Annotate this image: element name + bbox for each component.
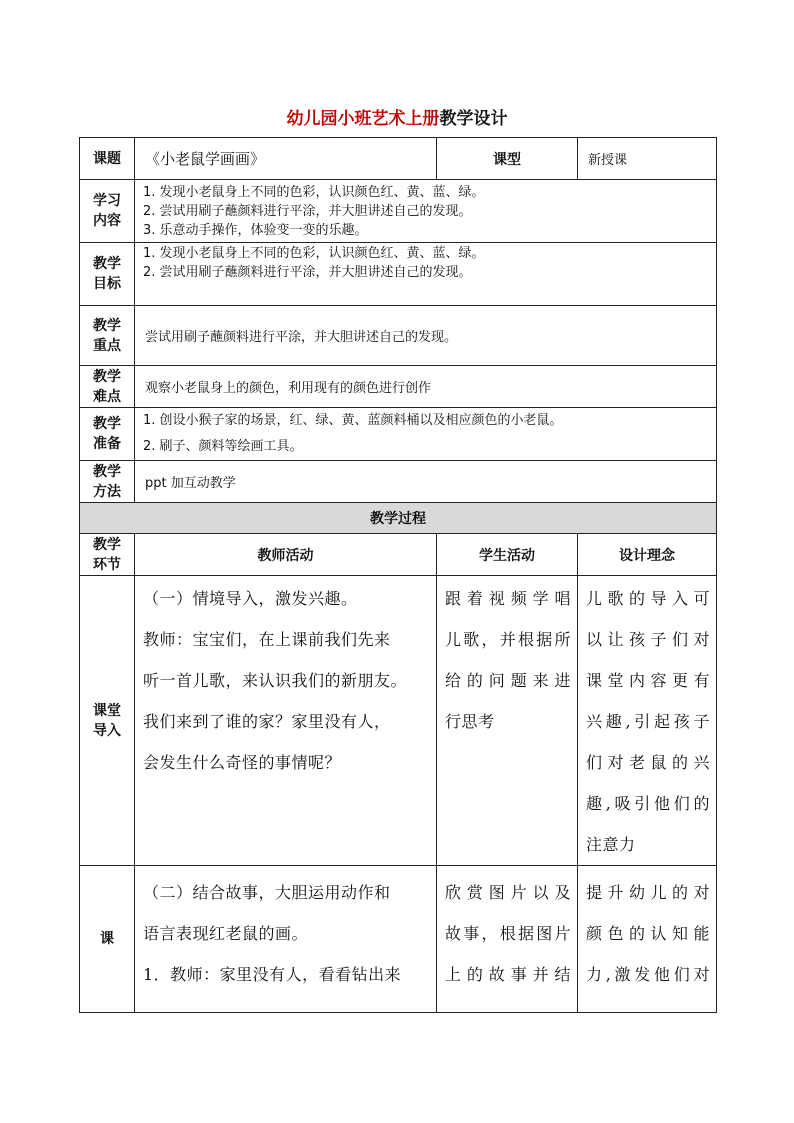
label-line: 教学	[93, 416, 121, 432]
title-black-part: 教学设计	[439, 109, 508, 129]
course-type-value: 新授课	[578, 138, 717, 180]
teaching-goal-label	[80, 243, 135, 306]
label-line: 目标	[93, 276, 121, 292]
label-line: 教学	[93, 256, 121, 272]
list-item: 2. 尝试用刷子蘸颜料进行平涂，并大胆讲述自己的发现。	[143, 203, 472, 219]
text-line: 力,激发他们对	[586, 965, 710, 984]
list-item: 2. 刷子、颜料等绘画工具。	[143, 439, 303, 454]
lesson-design-concept	[578, 866, 717, 1013]
learning-content-label	[80, 180, 135, 243]
page-title	[0, 104, 794, 129]
text-line: 行思考	[445, 712, 495, 731]
list-item: 3. 乐意动手操作，体验变一变的乐趣。	[143, 222, 368, 238]
label-line: 教学	[93, 368, 121, 385]
label-line: 难点	[93, 388, 121, 405]
difficulties-row	[80, 366, 717, 408]
label-line: 方法	[93, 483, 121, 500]
teaching-goal-row	[80, 243, 717, 306]
label-line: 内容	[93, 213, 121, 229]
process-header-row	[80, 503, 717, 534]
preparation-row	[80, 408, 717, 461]
label-line: 准备	[93, 436, 121, 452]
intro-stage	[80, 576, 135, 866]
key-points-label	[80, 306, 135, 366]
course-value: 《小老鼠学画画》	[135, 138, 437, 180]
text-line: （一）情境导入，激发兴趣。	[143, 589, 358, 608]
text-line: 颜色的认知能	[586, 924, 710, 943]
label-line: 教学	[93, 317, 121, 334]
process-header: 教学过程	[80, 503, 717, 534]
column-stage	[80, 534, 135, 576]
text-line: 以让孩子们对	[586, 630, 710, 649]
text-line: 教师：宝宝们，在上课前我们先来	[143, 630, 391, 649]
method-row	[80, 461, 717, 503]
lesson-plan-table	[79, 137, 717, 1013]
text-line: 故事，根据图片	[445, 924, 571, 943]
list-item: 1. 创设小猴子家的场景，红、绿、黄、蓝颜料桶以及相应颜色的小老鼠。	[143, 413, 563, 428]
key-points-row	[80, 306, 717, 366]
intro-teacher-activity	[135, 576, 437, 866]
list-item: 2. 尝试用刷子蘸颜料进行平涂，并大胆讲述自己的发现。	[143, 265, 472, 280]
text-line: 们对老鼠的兴	[586, 753, 710, 772]
intro-student-activity	[437, 576, 578, 866]
key-points-value: 尝试用刷子蘸颜料进行平涂，并大胆讲述自己的发现。	[135, 306, 717, 366]
difficulties-value: 观察小老鼠身上的颜色，利用现有的颜色进行创作	[135, 366, 717, 408]
text-line: 兴趣,引起孩子	[586, 712, 710, 731]
text-line: 跟着视频学唱	[445, 589, 571, 608]
list-item: 1. 发现小老鼠身上不同的色彩，认识颜色红、黄、蓝、绿。	[143, 184, 485, 200]
label-line: 环节	[93, 556, 121, 573]
text-line: 语言表现红老鼠的画。	[143, 924, 309, 943]
method-label	[80, 461, 135, 503]
text-line: 会发生什么奇怪的事情呢？	[143, 753, 342, 772]
intro-design-concept	[578, 576, 717, 866]
course-type-label: 课型	[437, 138, 578, 180]
column-concept: 设计理念	[578, 534, 717, 576]
difficulties-label	[80, 366, 135, 408]
lesson-stage: 课	[80, 866, 135, 1013]
column-teacher: 教师活动	[135, 534, 437, 576]
text-line: 课堂内容更有	[586, 671, 710, 690]
text-line: 欣赏图片以及	[445, 883, 571, 902]
text-line: 我们来到了谁的家？家里没有人，	[143, 712, 391, 731]
columns-header-row	[80, 534, 717, 576]
text-line: 趣,吸引他们的	[586, 794, 710, 813]
text-line: （二）结合故事，大胆运用动作和	[143, 883, 391, 902]
text-line: 1．教师：家里没有人，看看钻出来	[143, 965, 402, 984]
lesson-student-activity	[437, 866, 578, 1013]
label-line: 导入	[93, 722, 121, 739]
text-line: 注意力	[586, 835, 636, 854]
column-student: 学生活动	[437, 534, 578, 576]
label-line: 重点	[93, 337, 121, 354]
learning-content-items	[135, 180, 717, 243]
learning-content-row	[80, 180, 717, 243]
preparation-label	[80, 408, 135, 461]
text-line: 听一首儿歌，来认识我们的新朋友。	[143, 671, 408, 690]
label-line: 教学	[93, 536, 121, 553]
course-label: 课题	[80, 138, 135, 180]
label-line: 学习	[93, 193, 121, 209]
text-line: 上的故事并结	[445, 965, 571, 984]
course-row	[80, 138, 717, 180]
label-line: 课堂	[93, 702, 121, 719]
title-red-part: 幼儿园小班艺术上册	[286, 109, 440, 129]
lesson-teacher-activity	[135, 866, 437, 1013]
lesson-row	[80, 866, 717, 1013]
text-line: 儿歌的导入可	[586, 589, 710, 608]
text-line: 提升幼儿的对	[586, 883, 710, 902]
method-value: ppt 加互动教学	[135, 461, 717, 503]
list-item: 1. 发现小老鼠身上不同的色彩，认识颜色红、黄、蓝、绿。	[143, 246, 485, 261]
preparation-items	[135, 408, 717, 461]
intro-row	[80, 576, 717, 866]
teaching-goal-items	[135, 243, 717, 306]
label-line: 教学	[93, 463, 121, 480]
text-line: 儿歌，并根据所	[445, 630, 571, 649]
text-line: 给的问题来进	[445, 671, 571, 690]
